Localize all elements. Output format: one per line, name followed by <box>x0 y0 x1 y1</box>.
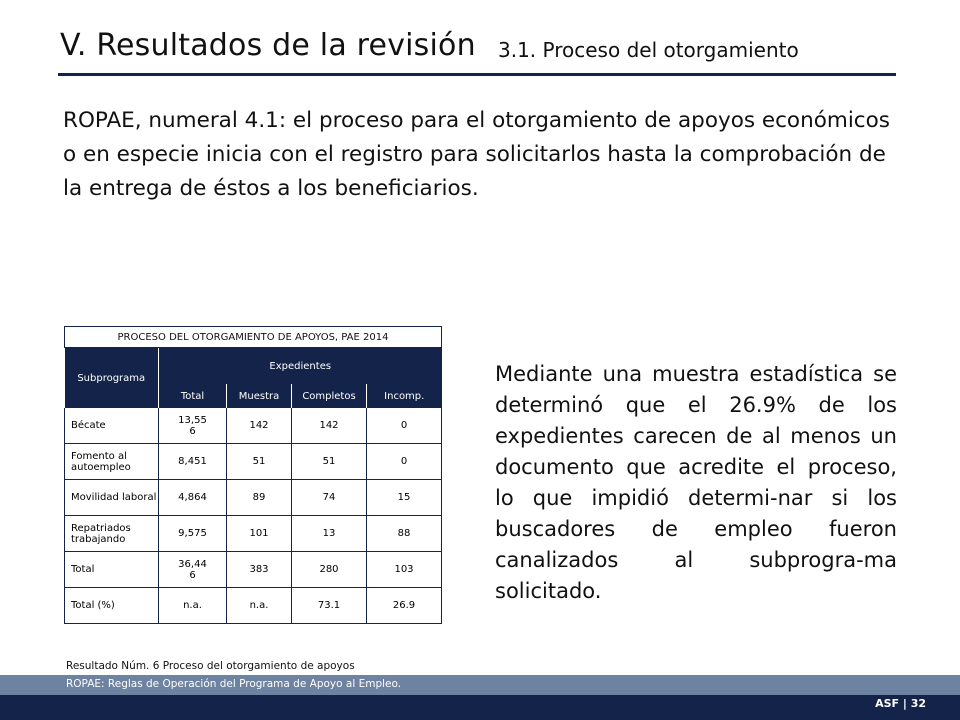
cell-completos: 51 <box>292 444 367 480</box>
cell-incomp: 0 <box>367 408 442 444</box>
process-table <box>64 326 441 624</box>
cell-incomp: 15 <box>367 480 442 516</box>
cell-incomp: 103 <box>367 552 442 588</box>
cell-total: n.a. <box>159 588 227 624</box>
cell-total: 9,575 <box>159 516 227 552</box>
row-label: Total (%) <box>65 588 159 624</box>
col-header-expedientes: Expedientes <box>159 348 442 385</box>
row-label: Repatriados trabajando <box>65 516 159 552</box>
col-header-incomp: Incomp. <box>367 384 442 408</box>
cell-muestra: 383 <box>227 552 292 588</box>
table-row <box>65 444 442 480</box>
table-row <box>65 516 442 552</box>
cell-completos: 280 <box>292 552 367 588</box>
result-footnote: Resultado Núm. 6 Proceso del otorgamiento de apoyos <box>66 660 355 672</box>
footer-bar <box>0 695 960 720</box>
cell-total: 4,864 <box>159 480 227 516</box>
cell-muestra: n.a. <box>227 588 292 624</box>
col-header-completos: Completos <box>292 384 367 408</box>
row-label: Movilidad laboral <box>65 480 159 516</box>
cell-total: 8,451 <box>159 444 227 480</box>
cell-incomp: 26.9 <box>367 588 442 624</box>
cell-incomp: 88 <box>367 516 442 552</box>
table-row <box>65 552 442 588</box>
cell-incomp: 0 <box>367 444 442 480</box>
title-divider <box>58 73 896 76</box>
table-row <box>65 588 442 624</box>
table-caption: PROCESO DEL OTORGAMIENTO DE APOYOS, PAE 2014 <box>65 327 442 348</box>
cell-muestra: 89 <box>227 480 292 516</box>
ropae-footnote: ROPAE: Reglas de Operación del Programa de Apoyo al Empleo. <box>66 678 402 690</box>
row-label: Bécate <box>65 408 159 444</box>
cell-muestra: 51 <box>227 444 292 480</box>
cell-muestra: 142 <box>227 408 292 444</box>
cell-completos: 142 <box>292 408 367 444</box>
intro-paragraph: ROPAE, numeral 4.1: el proceso para el otorgamiento de apoyos económicos o en especie inicia con el registro para solicitarlos hasta la comprobación de la entrega de éstos a los beneficiarios. <box>63 108 890 201</box>
cell-muestra: 101 <box>227 516 292 552</box>
cell-total: 36,44 6 <box>159 552 227 588</box>
cell-total: 13,55 6 <box>159 408 227 444</box>
cell-completos: 13 <box>292 516 367 552</box>
col-header-subprograma: Subprograma <box>65 348 159 409</box>
findings-paragraph: Mediante una muestra estadística se determinó que el 26.9% de los expedientes carecen de al menos un documento que acredite el proceso, lo que impidió determi-nar si los buscadores de empleo fueron canalizados al subprogra-ma solicitado. <box>495 362 897 603</box>
table-row <box>65 480 442 516</box>
col-header-total: Total <box>159 384 227 408</box>
section-subtitle: 3.1. Proceso del otorgamiento <box>498 38 799 62</box>
col-header-muestra: Muestra <box>227 384 292 408</box>
row-label: Total <box>65 552 159 588</box>
table-row <box>65 408 442 444</box>
page-number: ASF | 32 <box>875 697 926 710</box>
page-title: V. Resultados de la revisión <box>60 28 476 63</box>
cell-completos: 73.1 <box>292 588 367 624</box>
row-label: Fomento al autoempleo <box>65 444 159 480</box>
cell-completos: 74 <box>292 480 367 516</box>
